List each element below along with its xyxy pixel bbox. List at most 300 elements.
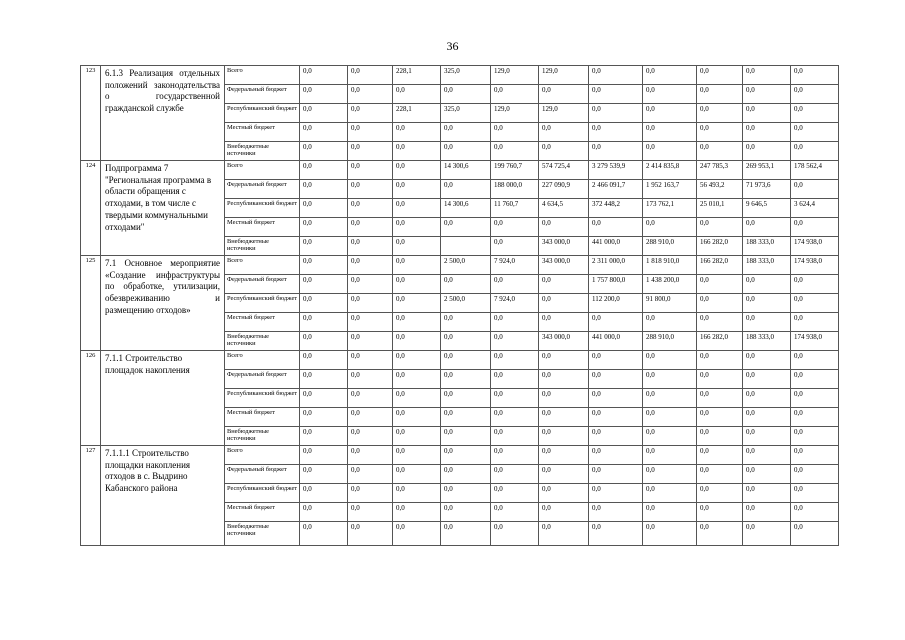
funding-source: Республиканский бюджет (225, 294, 300, 313)
amount-cell: 174 938,0 (791, 256, 839, 275)
amount-cell: 0,0 (491, 85, 539, 104)
activity-name: Подпрограмма 7 "Региональная программа в области обращения с отходами, в том числе с твердыми коммунальными отходами" (101, 161, 225, 256)
amount-cell: 0,0 (643, 465, 697, 484)
amount-cell: 0,0 (300, 408, 348, 427)
amount-cell: 0,0 (300, 484, 348, 503)
amount-cell: 0,0 (491, 427, 539, 446)
amount-cell: 0,0 (441, 218, 491, 237)
amount-cell: 0,0 (743, 66, 791, 85)
amount-cell: 174 938,0 (791, 332, 839, 351)
amount-cell: 7 924,0 (491, 256, 539, 275)
amount-cell: 0,0 (539, 503, 589, 522)
amount-cell: 0,0 (589, 351, 643, 370)
amount-cell: 0,0 (441, 332, 491, 351)
amount-cell: 0,0 (393, 161, 441, 180)
funding-source: Местный бюджет (225, 313, 300, 332)
amount-cell: 0,0 (300, 256, 348, 275)
amount-cell: 0,0 (393, 275, 441, 294)
row-index: 126 (81, 351, 101, 446)
amount-cell: 129,0 (491, 66, 539, 85)
amount-cell: 188 333,0 (743, 332, 791, 351)
amount-cell: 0,0 (791, 389, 839, 408)
amount-cell (441, 237, 491, 256)
amount-cell: 0,0 (697, 351, 743, 370)
amount-cell: 173 762,1 (643, 199, 697, 218)
amount-cell: 0,0 (589, 123, 643, 142)
funding-source: Местный бюджет (225, 408, 300, 427)
amount-cell: 0,0 (491, 313, 539, 332)
amount-cell: 0,0 (348, 161, 393, 180)
amount-cell: 0,0 (348, 427, 393, 446)
amount-cell: 0,0 (348, 256, 393, 275)
amount-cell: 372 448,2 (589, 199, 643, 218)
amount-cell: 178 562,4 (791, 161, 839, 180)
activity-name: 7.1.1 Строительство площадок накопления (101, 351, 225, 446)
funding-source: Внебюджетные источники (225, 142, 300, 161)
amount-cell: 0,0 (491, 351, 539, 370)
amount-cell: 4 634,5 (539, 199, 589, 218)
amount-cell: 247 785,3 (697, 161, 743, 180)
funding-source: Республиканский бюджет (225, 199, 300, 218)
amount-cell: 0,0 (539, 522, 589, 546)
amount-cell: 0,0 (697, 85, 743, 104)
amount-cell: 0,0 (643, 218, 697, 237)
amount-cell: 71 973,6 (743, 180, 791, 199)
amount-cell: 14 300,6 (441, 161, 491, 180)
amount-cell: 0,0 (393, 332, 441, 351)
funding-source: Местный бюджет (225, 123, 300, 142)
amount-cell: 0,0 (393, 465, 441, 484)
amount-cell: 0,0 (589, 370, 643, 389)
amount-cell: 325,0 (441, 66, 491, 85)
amount-cell: 0,0 (393, 446, 441, 465)
amount-cell: 0,0 (348, 180, 393, 199)
amount-cell: 0,0 (643, 123, 697, 142)
amount-cell: 0,0 (743, 389, 791, 408)
amount-cell: 3 624,4 (791, 199, 839, 218)
amount-cell: 0,0 (589, 389, 643, 408)
row-index: 125 (81, 256, 101, 351)
amount-cell: 166 282,0 (697, 332, 743, 351)
amount-cell: 0,0 (697, 313, 743, 332)
amount-cell: 0,0 (697, 503, 743, 522)
page-number: 36 (446, 39, 459, 53)
funding-source: Федеральный бюджет (225, 275, 300, 294)
amount-cell: 228,1 (393, 66, 441, 85)
amount-cell: 0,0 (697, 484, 743, 503)
amount-cell: 0,0 (697, 446, 743, 465)
amount-cell: 0,0 (441, 408, 491, 427)
amount-cell: 0,0 (393, 123, 441, 142)
amount-cell: 0,0 (491, 218, 539, 237)
amount-cell: 2 414 835,8 (643, 161, 697, 180)
amount-cell: 0,0 (348, 370, 393, 389)
amount-cell: 0,0 (300, 237, 348, 256)
amount-cell: 0,0 (300, 142, 348, 161)
amount-cell: 0,0 (743, 522, 791, 546)
amount-cell: 0,0 (393, 351, 441, 370)
amount-cell: 0,0 (441, 427, 491, 446)
amount-cell: 129,0 (539, 66, 589, 85)
amount-cell: 0,0 (300, 218, 348, 237)
amount-cell: 0,0 (697, 275, 743, 294)
amount-cell: 0,0 (348, 408, 393, 427)
amount-cell: 0,0 (791, 313, 839, 332)
amount-cell: 0,0 (491, 275, 539, 294)
amount-cell: 343 000,0 (539, 237, 589, 256)
row-index: 123 (81, 66, 101, 161)
amount-cell: 0,0 (697, 465, 743, 484)
amount-cell: 343 000,0 (539, 256, 589, 275)
amount-cell: 0,0 (791, 66, 839, 85)
amount-cell: 288 910,0 (643, 332, 697, 351)
amount-cell: 0,0 (348, 332, 393, 351)
amount-cell: 0,0 (743, 313, 791, 332)
amount-cell: 0,0 (743, 351, 791, 370)
amount-cell: 0,0 (393, 180, 441, 199)
amount-cell: 0,0 (300, 275, 348, 294)
amount-cell: 25 010,1 (697, 199, 743, 218)
amount-cell: 188 333,0 (743, 256, 791, 275)
amount-cell: 129,0 (539, 104, 589, 123)
amount-cell: 574 725,4 (539, 161, 589, 180)
amount-cell: 0,0 (300, 370, 348, 389)
funding-source: Местный бюджет (225, 503, 300, 522)
amount-cell: 0,0 (348, 66, 393, 85)
amount-cell: 0,0 (300, 85, 348, 104)
amount-cell: 0,0 (643, 446, 697, 465)
amount-cell: 0,0 (393, 218, 441, 237)
row-index: 127 (81, 446, 101, 546)
amount-cell: 2 311 000,0 (589, 256, 643, 275)
funding-source: Всего (225, 256, 300, 275)
amount-cell: 0,0 (589, 484, 643, 503)
amount-cell: 0,0 (393, 199, 441, 218)
amount-cell: 0,0 (348, 123, 393, 142)
amount-cell: 0,0 (539, 446, 589, 465)
amount-cell: 0,0 (491, 123, 539, 142)
amount-cell: 0,0 (791, 465, 839, 484)
amount-cell: 129,0 (491, 104, 539, 123)
amount-cell: 7 924,0 (491, 294, 539, 313)
amount-cell: 0,0 (791, 85, 839, 104)
funding-source: Федеральный бюджет (225, 465, 300, 484)
amount-cell: 0,0 (791, 104, 839, 123)
amount-cell: 0,0 (643, 522, 697, 546)
amount-cell: 188 000,0 (491, 180, 539, 199)
amount-cell: 2 500,0 (441, 294, 491, 313)
amount-cell: 0,0 (643, 503, 697, 522)
activity-name: 7.1.1.1 Строительство площадки накопления отходов в с. Выдрино Кабанского района (101, 446, 225, 546)
amount-cell: 0,0 (791, 503, 839, 522)
amount-cell: 0,0 (539, 313, 589, 332)
amount-cell: 0,0 (643, 104, 697, 123)
funding-source: Федеральный бюджет (225, 180, 300, 199)
funding-source: Республиканский бюджет (225, 484, 300, 503)
amount-cell: 0,0 (539, 351, 589, 370)
amount-cell: 0,0 (589, 142, 643, 161)
amount-cell: 0,0 (441, 484, 491, 503)
amount-cell: 0,0 (791, 370, 839, 389)
amount-cell: 0,0 (441, 85, 491, 104)
amount-cell: 0,0 (348, 104, 393, 123)
row-index: 124 (81, 161, 101, 256)
funding-source: Всего (225, 446, 300, 465)
amount-cell: 0,0 (348, 351, 393, 370)
amount-cell: 0,0 (441, 123, 491, 142)
amount-cell: 0,0 (697, 408, 743, 427)
amount-cell: 0,0 (791, 522, 839, 546)
amount-cell: 0,0 (300, 522, 348, 546)
amount-cell: 0,0 (643, 389, 697, 408)
amount-cell: 0,0 (589, 503, 643, 522)
amount-cell: 0,0 (491, 408, 539, 427)
amount-cell: 0,0 (743, 123, 791, 142)
amount-cell: 0,0 (441, 142, 491, 161)
amount-cell: 0,0 (743, 294, 791, 313)
amount-cell: 1 818 910,0 (643, 256, 697, 275)
amount-cell: 0,0 (791, 484, 839, 503)
amount-cell: 0,0 (643, 142, 697, 161)
amount-cell: 0,0 (589, 104, 643, 123)
amount-cell: 0,0 (393, 237, 441, 256)
amount-cell: 0,0 (791, 446, 839, 465)
amount-cell: 0,0 (743, 104, 791, 123)
amount-cell: 0,0 (539, 408, 589, 427)
amount-cell: 0,0 (393, 522, 441, 546)
amount-cell: 0,0 (589, 66, 643, 85)
amount-cell: 3 279 539,9 (589, 161, 643, 180)
amount-cell: 0,0 (393, 408, 441, 427)
amount-cell: 0,0 (697, 218, 743, 237)
amount-cell: 0,0 (441, 351, 491, 370)
amount-cell: 0,0 (348, 218, 393, 237)
amount-cell: 0,0 (348, 465, 393, 484)
amount-cell: 0,0 (491, 389, 539, 408)
amount-cell: 0,0 (348, 446, 393, 465)
amount-cell: 0,0 (697, 427, 743, 446)
amount-cell: 0,0 (348, 199, 393, 218)
amount-cell: 0,0 (643, 408, 697, 427)
amount-cell: 0,0 (441, 275, 491, 294)
amount-cell: 0,0 (300, 180, 348, 199)
amount-cell: 0,0 (743, 427, 791, 446)
amount-cell: 0,0 (539, 484, 589, 503)
amount-cell: 0,0 (491, 446, 539, 465)
amount-cell: 0,0 (348, 294, 393, 313)
amount-cell: 0,0 (491, 237, 539, 256)
amount-cell: 343 000,0 (539, 332, 589, 351)
amount-cell: 0,0 (791, 294, 839, 313)
amount-cell: 1 757 800,0 (589, 275, 643, 294)
amount-cell: 0,0 (393, 370, 441, 389)
amount-cell: 0,0 (300, 199, 348, 218)
amount-cell: 0,0 (348, 484, 393, 503)
amount-cell: 14 300,6 (441, 199, 491, 218)
table-row (81, 351, 839, 370)
amount-cell: 0,0 (589, 446, 643, 465)
amount-cell: 0,0 (441, 180, 491, 199)
amount-cell: 0,0 (441, 389, 491, 408)
amount-cell: 0,0 (300, 104, 348, 123)
amount-cell: 228,1 (393, 104, 441, 123)
amount-cell: 0,0 (393, 427, 441, 446)
amount-cell: 0,0 (643, 66, 697, 85)
amount-cell: 0,0 (441, 503, 491, 522)
amount-cell: 0,0 (348, 275, 393, 294)
table-row (81, 446, 839, 465)
amount-cell: 9 646,5 (743, 199, 791, 218)
amount-cell: 0,0 (393, 503, 441, 522)
funding-source: Внебюджетные источники (225, 237, 300, 256)
amount-cell: 0,0 (491, 142, 539, 161)
funding-source: Внебюджетные источники (225, 522, 300, 546)
amount-cell: 0,0 (539, 142, 589, 161)
amount-cell: 269 953,1 (743, 161, 791, 180)
amount-cell: 0,0 (300, 446, 348, 465)
amount-cell: 1 438 200,0 (643, 275, 697, 294)
activity-name: 7.1 Основное мероприятие «Создание инфраструктуры по обработке, утилизации, обезвреживанию и размещению отходов» (101, 256, 225, 351)
amount-cell: 0,0 (697, 123, 743, 142)
amount-cell: 0,0 (791, 351, 839, 370)
amount-cell: 0,0 (643, 351, 697, 370)
amount-cell: 0,0 (589, 522, 643, 546)
amount-cell: 0,0 (300, 161, 348, 180)
amount-cell: 0,0 (697, 142, 743, 161)
amount-cell: 174 938,0 (791, 237, 839, 256)
amount-cell: 0,0 (589, 313, 643, 332)
amount-cell: 0,0 (539, 294, 589, 313)
amount-cell: 0,0 (743, 85, 791, 104)
funding-source: Всего (225, 66, 300, 85)
amount-cell: 0,0 (300, 351, 348, 370)
amount-cell: 0,0 (589, 465, 643, 484)
amount-cell: 2 500,0 (441, 256, 491, 275)
amount-cell: 0,0 (393, 294, 441, 313)
amount-cell: 0,0 (743, 370, 791, 389)
funding-source: Внебюджетные источники (225, 427, 300, 446)
amount-cell: 325,0 (441, 104, 491, 123)
amount-cell: 0,0 (393, 484, 441, 503)
funding-source: Местный бюджет (225, 218, 300, 237)
amount-cell: 0,0 (643, 313, 697, 332)
amount-cell: 0,0 (491, 370, 539, 389)
amount-cell: 0,0 (393, 85, 441, 104)
funding-source: Республиканский бюджет (225, 389, 300, 408)
amount-cell: 0,0 (697, 66, 743, 85)
amount-cell: 288 910,0 (643, 237, 697, 256)
amount-cell: 188 333,0 (743, 237, 791, 256)
amount-cell: 0,0 (300, 389, 348, 408)
table-row (81, 66, 839, 85)
amount-cell: 0,0 (539, 123, 589, 142)
amount-cell: 0,0 (393, 389, 441, 408)
amount-cell: 0,0 (441, 370, 491, 389)
funding-source: Федеральный бюджет (225, 370, 300, 389)
amount-cell: 0,0 (348, 237, 393, 256)
amount-cell: 0,0 (697, 389, 743, 408)
amount-cell: 0,0 (643, 427, 697, 446)
amount-cell: 0,0 (791, 218, 839, 237)
amount-cell: 0,0 (743, 503, 791, 522)
amount-cell: 0,0 (791, 180, 839, 199)
amount-cell: 0,0 (589, 218, 643, 237)
amount-cell: 0,0 (589, 85, 643, 104)
amount-cell: 0,0 (791, 275, 839, 294)
amount-cell: 0,0 (697, 370, 743, 389)
amount-cell: 0,0 (743, 465, 791, 484)
amount-cell: 0,0 (539, 427, 589, 446)
amount-cell: 441 000,0 (589, 332, 643, 351)
amount-cell: 0,0 (300, 313, 348, 332)
amount-cell: 0,0 (348, 503, 393, 522)
amount-cell: 0,0 (589, 408, 643, 427)
amount-cell: 0,0 (743, 275, 791, 294)
amount-cell: 0,0 (300, 123, 348, 142)
amount-cell: 0,0 (743, 408, 791, 427)
funding-source: Федеральный бюджет (225, 85, 300, 104)
amount-cell: 227 090,9 (539, 180, 589, 199)
funding-source: Всего (225, 351, 300, 370)
amount-cell: 0,0 (743, 484, 791, 503)
amount-cell: 0,0 (300, 503, 348, 522)
amount-cell: 0,0 (491, 522, 539, 546)
funding-source: Внебюджетные источники (225, 332, 300, 351)
amount-cell: 0,0 (743, 142, 791, 161)
table-row (81, 256, 839, 275)
amount-cell: 0,0 (393, 256, 441, 275)
amount-cell: 0,0 (491, 503, 539, 522)
amount-cell: 2 466 091,7 (589, 180, 643, 199)
amount-cell: 0,0 (697, 522, 743, 546)
budget-table (80, 65, 839, 546)
amount-cell: 0,0 (300, 465, 348, 484)
amount-cell: 0,0 (743, 446, 791, 465)
activity-name: 6.1.3 Реализация отдельных положений законодательства о государственной гражданской службе (101, 66, 225, 161)
amount-cell: 0,0 (491, 484, 539, 503)
amount-cell: 0,0 (348, 85, 393, 104)
amount-cell: 0,0 (441, 522, 491, 546)
amount-cell: 0,0 (300, 332, 348, 351)
amount-cell: 0,0 (441, 465, 491, 484)
amount-cell: 0,0 (589, 427, 643, 446)
amount-cell: 166 282,0 (697, 237, 743, 256)
amount-cell: 0,0 (697, 104, 743, 123)
funding-source: Республиканский бюджет (225, 104, 300, 123)
amount-cell: 0,0 (348, 313, 393, 332)
amount-cell: 0,0 (643, 85, 697, 104)
amount-cell: 91 800,0 (643, 294, 697, 313)
amount-cell: 0,0 (348, 142, 393, 161)
amount-cell: 0,0 (697, 294, 743, 313)
amount-cell: 0,0 (491, 465, 539, 484)
amount-cell: 166 282,0 (697, 256, 743, 275)
amount-cell: 0,0 (491, 332, 539, 351)
amount-cell: 0,0 (743, 218, 791, 237)
amount-cell: 0,0 (300, 427, 348, 446)
amount-cell: 0,0 (643, 484, 697, 503)
amount-cell: 0,0 (441, 446, 491, 465)
amount-cell: 0,0 (791, 123, 839, 142)
amount-cell: 0,0 (791, 427, 839, 446)
amount-cell: 0,0 (539, 85, 589, 104)
amount-cell: 0,0 (791, 142, 839, 161)
amount-cell: 0,0 (300, 294, 348, 313)
amount-cell: 112 200,0 (589, 294, 643, 313)
amount-cell: 0,0 (393, 313, 441, 332)
funding-source: Всего (225, 161, 300, 180)
table-row (81, 161, 839, 180)
